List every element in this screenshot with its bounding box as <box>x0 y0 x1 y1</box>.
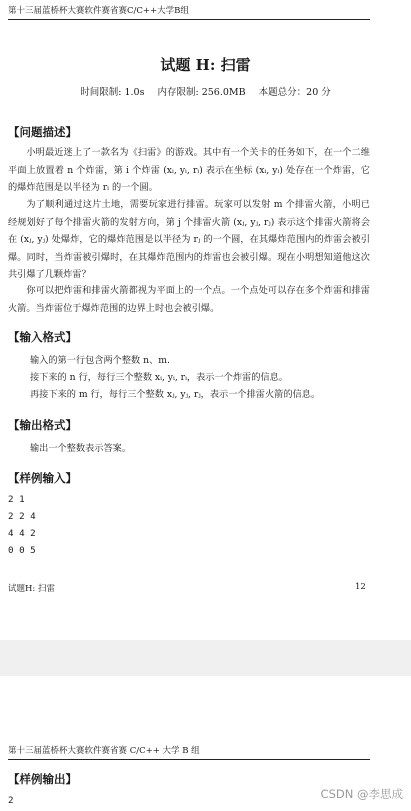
section-heading-sample-input: 【样例输入】 <box>8 471 77 485</box>
footer-page-number: 12 <box>355 582 366 592</box>
time-limit: 时间限制: 1.0s <box>80 87 145 98</box>
page-header: 第十三届蓝桥杯大赛软件赛省赛C/C++大学B组 <box>8 4 370 20</box>
watermark: CSDN @李思成 <box>320 787 403 801</box>
memory-limit: 内存限制: 256.0MB <box>157 87 246 98</box>
section-heading-input: 【输入格式】 <box>8 330 77 344</box>
input-format-line-1: 输入的第一行包含两个整数 n、m. <box>30 355 170 366</box>
section-heading-description: 【问题描述】 <box>8 125 77 139</box>
input-format-line-2: 接下来的 n 行，每行三个整数 xᵢ, yᵢ, rᵢ，表示一个炸雷的信息。 <box>30 372 288 383</box>
description-paragraph-1: 小明最近迷上了一款名为《扫雷》的游戏。其中有一个关卡的任务如下，在一个二维平面上放置着 n 个炸雷，第 i 个炸雷 (xᵢ, yᵢ, rᵢ) 表示在坐标 (xᵢ, yᵢ) 处存在一个炸雷，它的爆炸范围是以半径为 rᵢ 的一个圆。 <box>8 147 370 193</box>
sample-output-line: 2 <box>8 795 14 806</box>
description-paragraph-3: 你可以把炸雷和排雷火箭都视为平面上的一个点。一个点处可以存在多个炸雷和排雷火箭。当炸雷位于爆炸范围的边界上时也会被引爆。 <box>8 285 370 314</box>
sample-input-line: 0 0 5 <box>8 545 36 556</box>
section-heading-output: 【输出格式】 <box>8 418 77 432</box>
sample-input-line: 4 4 2 <box>8 528 36 539</box>
description-paragraph-2: 为了顺利通过这片土地，需要玩家进行排雷。玩家可以发射 m 个排雷火箭，小明已经规划好了每个排雷火箭的发射方向，第 j 个排雷火箭 (xⱼ, yⱼ, rⱼ) 表示这个排雷火箭将会在 (xⱼ, yⱼ) 处爆炸，它的爆炸范围是以半径为 rⱼ 的一个圆，在其爆炸范围内的炸雷会被引爆。同时，当炸雷被引爆时，在其爆炸范围内的炸雷也会被引爆。现在小明想知道他这次共引爆了几颗炸雷？ <box>8 199 370 280</box>
sample-input-line: 2 1 <box>8 494 25 505</box>
section-heading-sample-output: 【样例输出】 <box>8 772 77 786</box>
sample-input-line: 2 2 4 <box>8 511 36 522</box>
page-2-header: 第十三届蓝桥杯大赛软件赛省赛 C/C++ 大学 B 组 <box>8 744 370 760</box>
footer-problem-label: 试题H: 扫雷 <box>8 584 55 594</box>
total-score: 本题总分：20 分 <box>258 87 331 98</box>
input-format-line-3: 再接下来的 m 行，每行三个整数 xⱼ, yⱼ, rⱼ，表示一个排雷火箭的信息。 <box>30 389 321 400</box>
output-format-line-1: 输出一个整数表示答案。 <box>30 443 132 454</box>
problem-limits <box>0 84 411 98</box>
problem-title: 试题 H: 扫雷 <box>160 56 251 74</box>
